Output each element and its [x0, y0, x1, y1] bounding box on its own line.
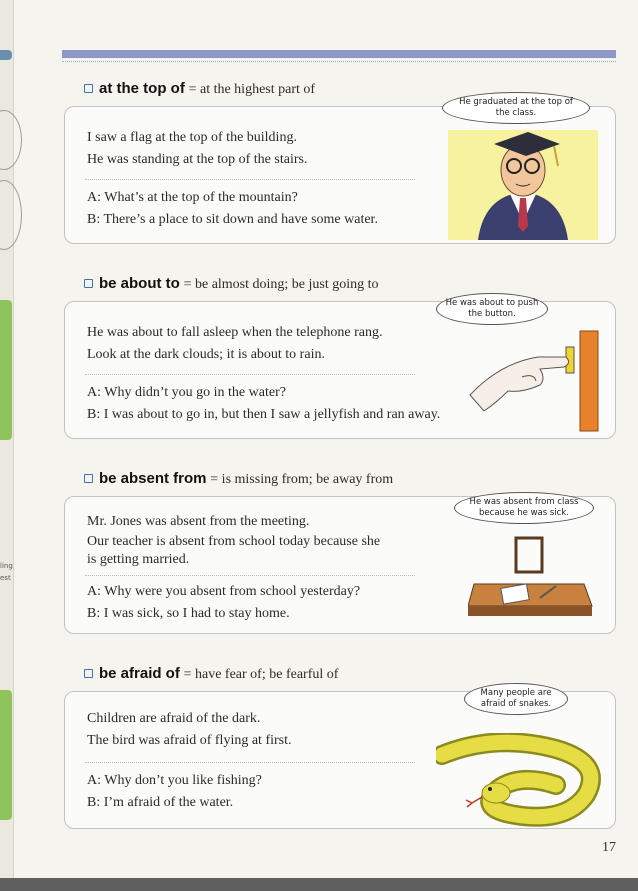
dialogue-line: B: I’m afraid of the water.: [87, 795, 234, 810]
example-sentence: He was about to fall asleep when the telephone rang.: [87, 325, 383, 340]
entry-heading: [84, 470, 393, 488]
divider: [85, 762, 415, 763]
page-number: 17: [602, 840, 616, 855]
dialogue-line: B: I was about to go in, but then I saw a jellyfish and ran away.: [87, 407, 441, 422]
entry-definition: = at the highest part of: [188, 82, 316, 97]
entry-term: be about to: [99, 275, 180, 292]
entry-term: at the top of: [99, 80, 185, 97]
graduate-illustration: [448, 126, 598, 242]
previous-page-fragment: est: [0, 574, 11, 582]
entry-heading: [84, 275, 379, 293]
divider: [85, 374, 415, 375]
header-rule: [62, 50, 616, 58]
dialogue-line: A: What’s at the top of the mountain?: [87, 190, 298, 205]
entry-definition: = be almost doing; be just going to: [183, 277, 379, 292]
speech-bubble: He graduated at the top of the class.: [442, 92, 590, 124]
previous-page-fragment: ling: [0, 562, 13, 570]
dialogue-line: B: There’s a place to sit down and have some water.: [87, 212, 378, 227]
finger-button-illustration: [460, 323, 600, 439]
example-sentence: The bird was afraid of flying at first.: [87, 733, 292, 748]
entry-term: be absent from: [99, 470, 207, 487]
checkbox-icon: [84, 279, 93, 288]
dialogue-line: A: Why didn’t you go in the water?: [87, 385, 286, 400]
bottom-band: [0, 878, 638, 891]
dialogue-line: A: Why were you absent from school yesterday?: [87, 584, 361, 599]
dialogue-line: A: Why don’t you like fishing?: [87, 773, 262, 788]
previous-page-green-strip: [0, 300, 12, 440]
example-sentence: Our teacher is absent from school today because she is getting married.: [87, 534, 381, 567]
speech-bubble: Many people are afraid of snakes.: [464, 683, 568, 715]
speech-bubble: He was absent from class because he was sick.: [454, 492, 594, 524]
previous-page-green-strip: [0, 690, 12, 820]
entry-definition: = is missing from; be away from: [210, 472, 394, 487]
entry-definition: = have fear of; be fearful of: [183, 667, 339, 682]
divider: [85, 179, 415, 180]
checkbox-icon: [84, 84, 93, 93]
example-sentence: Mr. Jones was absent from the meeting.: [87, 514, 310, 529]
entry-term: be afraid of: [99, 665, 180, 682]
checkbox-icon: [84, 669, 93, 678]
previous-page-curve: [0, 180, 22, 250]
entry-heading: [84, 80, 315, 98]
dialogue-line: B: I was sick, so I had to stay home.: [87, 606, 290, 621]
checkbox-icon: [84, 474, 93, 483]
snake-illustration: [436, 733, 612, 827]
header-dotted-rule: [62, 61, 616, 62]
empty-desk-illustration: [468, 532, 598, 628]
speech-bubble: He was about to push the button.: [436, 293, 548, 325]
divider: [85, 575, 415, 576]
previous-page-tab: [0, 50, 12, 60]
example-sentence: He was standing at the top of the stairs.: [87, 152, 308, 167]
example-sentence: I saw a flag at the top of the building.: [87, 130, 297, 145]
example-sentence: Look at the dark clouds; it is about to rain.: [87, 347, 325, 362]
entry-heading: [84, 665, 338, 683]
previous-page-curve: [0, 110, 22, 170]
example-sentence: Children are afraid of the dark.: [87, 711, 261, 726]
previous-page-edge: [0, 0, 14, 891]
